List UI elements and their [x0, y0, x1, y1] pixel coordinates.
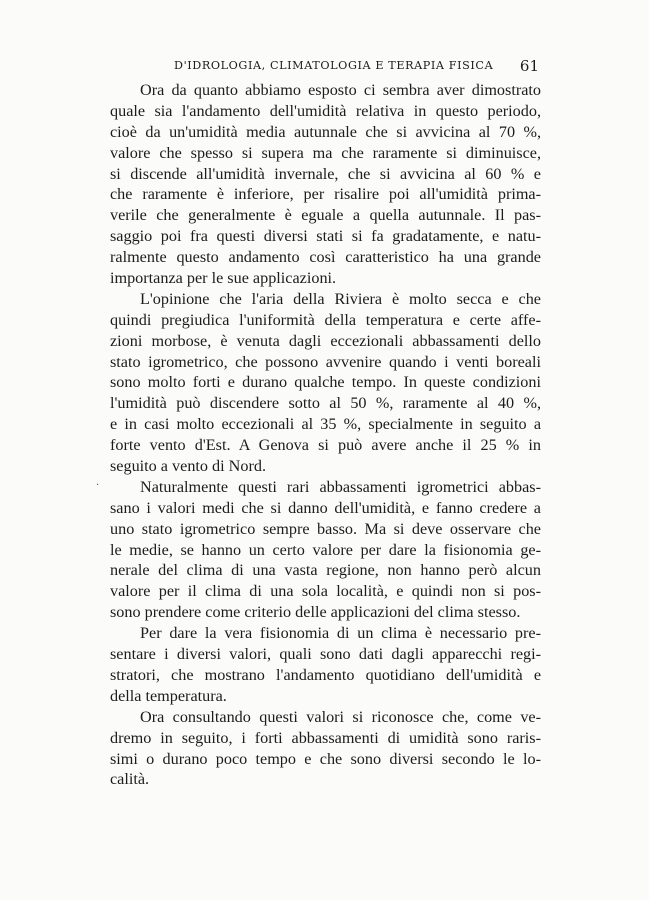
text-line: uno stato igrometrico sempre basso. Ma si deve osservare che — [110, 519, 541, 538]
text-line: ralmente questo andamento così caratteristico ha una grande — [110, 248, 541, 267]
text-line: verile che generalmente è eguale a quella autunnale. Il pas- — [110, 206, 541, 225]
text-line: sentare i diversi valori, quali sono dati dagli apparecchi regi- — [110, 645, 541, 664]
text-line: valore che spesso si supera ma che raramente si diminuisce, — [110, 143, 541, 162]
text-line: zioni morbose, è venuta dagli eccezionali abbassamenti dello — [110, 331, 541, 350]
paragraph-5 — [110, 707, 541, 791]
text-line: le medie, se hanno un certo valore per dare la fisionomia ge- — [110, 540, 541, 559]
text-line: stratori, che mostrano l'andamento quotidiano dell'umidità e — [110, 665, 541, 684]
text-line: Ora da quanto abbiamo esposto ci sembra aver dimostrato — [140, 81, 541, 99]
text-line: saggio poi fra questi diversi stati si fa gradatamente, e natu- — [110, 227, 541, 246]
text-line: sono molto forti e durano qualche tempo. In queste condizioni — [110, 373, 541, 392]
text-line: L'opinione che l'aria della Riviera è molto secca e che — [140, 289, 541, 308]
text-line: si discende all'umidità invernale, che si avvicina al 60 % e — [110, 164, 541, 183]
text-line: Per dare la vera fisionomia di un clima è necessario pre- — [140, 624, 541, 643]
text-line: l'umidità può discendere sotto al 50 %, raramente al 40 %, — [110, 394, 541, 413]
text-line: forte vento d'Est. A Genova si può avere anche il 25 % in — [110, 436, 541, 455]
text-line: Naturalmente questi rari abbassamenti igrometrici abbas- — [140, 477, 541, 496]
text-line: quale sia l'andamento dell'umidità relativa in questo periodo, — [110, 101, 541, 120]
text-line: quindi pregiudica l'uniformità della temperatura e certe affe- — [110, 310, 541, 329]
text-line: nerale del clima di una vasta regione, non hanno però alcun — [110, 561, 541, 580]
running-head: D'IDROLOGIA, CLIMATOLOGIA E TERAPIA FISICA — [174, 59, 494, 72]
text-line: che raramente è inferiore, per risalire poi all'umidità prima- — [110, 185, 541, 204]
text-line: sano i valori medi che si danno dell'umidità, e fanno credere a — [110, 498, 541, 517]
paragraph-2 — [110, 289, 541, 477]
text-line: simi o durano poco tempo e che sono diversi secondo le lo- — [110, 749, 541, 768]
text-line: della temperatura. — [110, 686, 227, 705]
text-line: sono prendere come criterio delle applicazioni del clima stesso. — [110, 603, 521, 622]
text-line: dremo in seguito, i forti abbassamenti di umidità sono raris- — [110, 728, 541, 747]
paragraph-4 — [110, 623, 541, 707]
text-line: calità. — [110, 770, 150, 789]
text-line: valore per il clima di una sola località, e quindi non si pos- — [110, 582, 541, 601]
text-line: seguito a vento di Nord. — [110, 457, 267, 476]
text-line: e in casi molto eccezionali al 35 %, specialmente in seguito a — [110, 415, 541, 434]
text-line: stato igrometrico, che possono avvenire quando i venti boreali — [110, 352, 541, 371]
text-line: Ora consultando questi valori si riconosce che, come ve- — [140, 707, 541, 726]
text-line: cioè da un'umidità media autunnale che si avvicina al 70 %, — [110, 122, 541, 141]
paragraph-1 — [110, 80, 541, 289]
body-text — [110, 80, 541, 790]
page-number: 61 — [519, 57, 539, 75]
stray-ink-mark: · — [96, 480, 100, 491]
text-line: importanza per le sue applicazioni. — [110, 269, 337, 288]
paragraph-3 — [110, 477, 541, 623]
